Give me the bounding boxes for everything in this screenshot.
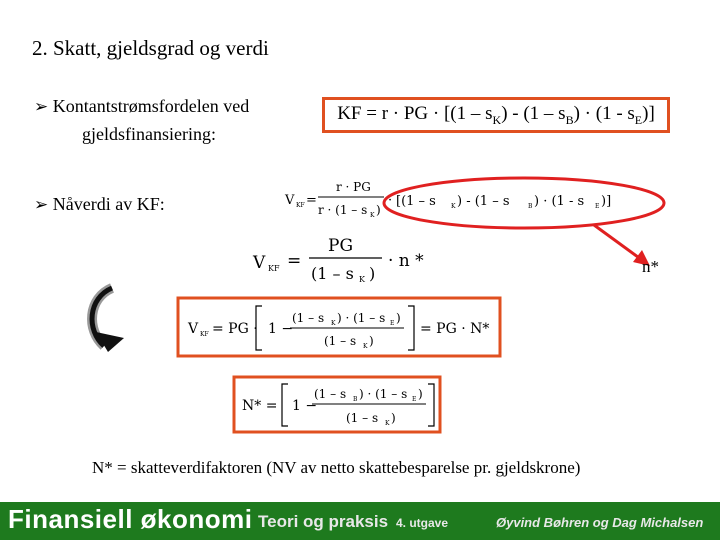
slide-title: 2. Skatt, gjeldsgrad og verdi — [32, 36, 269, 60]
footer-authors: Øyvind Bøhren og Dag Michalsen — [496, 515, 704, 530]
svg-text:) · (1 – s: ) · (1 – s — [337, 311, 386, 325]
svg-text:)]: )] — [601, 194, 612, 209]
bullet-pv-text: Nåverdi av KF: — [52, 194, 165, 214]
svg-text:V: V — [285, 193, 295, 208]
svg-text:): ) — [369, 264, 376, 283]
svg-text:= PG ·: = PG · — [212, 321, 258, 337]
svg-text:K: K — [451, 203, 456, 210]
svg-text:1 −: 1 − — [292, 398, 318, 414]
svg-text:V: V — [188, 321, 199, 337]
svg-text:r · PG: r · PG — [336, 180, 371, 194]
bullet-kf-text-line2: gjeldsfinansiering: — [82, 124, 216, 144]
svg-text:KF: KF — [200, 331, 209, 338]
svg-text:[(1 – s: [(1 – s — [396, 194, 436, 209]
svg-text:K: K — [331, 320, 336, 327]
svg-text:·: · — [388, 193, 393, 208]
svg-text:): ) — [391, 411, 396, 425]
footer-brand: Finansiell økonomi — [8, 504, 253, 534]
svg-text:): ) — [418, 387, 423, 401]
svg-text:(1 – s: (1 – s — [346, 411, 379, 425]
svg-text:V: V — [253, 253, 266, 273]
svg-text:=: = — [306, 193, 317, 208]
svg-text:PG: PG — [328, 236, 354, 256]
nstar-definition-text: N* = skatteverdifaktoren (NV av netto skattebesparelse pr. gjeldskrone) — [92, 458, 581, 477]
svg-text:K: K — [370, 212, 375, 219]
svg-text:K: K — [363, 343, 368, 350]
svg-text:N* =: N* = — [242, 398, 278, 414]
arrow-bullet-icon: ➢ — [34, 97, 49, 117]
svg-text:B: B — [353, 396, 358, 403]
kf-formula: KF = r · PG · $[(1 - s_K) - (1 - s_B) \cdot (1 - s_E)]$ — [337, 102, 655, 127]
footer-subtitle: Teori og praksis — [258, 512, 389, 531]
bullet-kf-text: Kontantstrømsfordelen ved — [52, 96, 250, 116]
svg-text:(1 – s: (1 – s — [314, 387, 347, 401]
svg-text:) - (1 – s: ) - (1 – s — [457, 194, 510, 209]
svg-text:(1 – s: (1 – s — [292, 311, 325, 325]
svg-text:= PG · N*: = PG · N* — [420, 321, 490, 337]
svg-text:): ) — [369, 334, 374, 348]
svg-text:): ) — [396, 311, 401, 325]
svg-text:): ) — [376, 203, 381, 217]
svg-text:(1 – s: (1 – s — [311, 264, 354, 283]
svg-text:r · (1 – s: r · (1 – s — [318, 203, 368, 217]
svg-text:1 −: 1 − — [268, 321, 294, 337]
nstar-label: n* — [642, 257, 659, 276]
svg-text:K: K — [385, 420, 390, 427]
svg-text:· n *: · n * — [388, 251, 424, 271]
svg-text:) · (1 - s: ) · (1 - s — [534, 194, 585, 209]
svg-text:K: K — [359, 275, 365, 284]
pv-formula-1 — [284, 180, 611, 219]
svg-text:E: E — [412, 396, 417, 403]
footer-edition: 4. utgave — [396, 516, 449, 530]
svg-text:B: B — [528, 203, 533, 210]
curved-arrow-icon — [92, 288, 124, 352]
svg-text:KF: KF — [268, 264, 280, 273]
svg-text:KF: KF — [296, 202, 305, 209]
svg-text:=: = — [287, 251, 302, 271]
svg-text:E: E — [595, 203, 600, 210]
pv-formula-2 — [252, 236, 424, 284]
arrow-bullet-icon: ➢ — [34, 195, 49, 215]
svg-text:) · (1 – s: ) · (1 – s — [359, 387, 408, 401]
svg-text:(1 – s: (1 – s — [324, 334, 357, 348]
svg-text:E: E — [390, 320, 395, 327]
